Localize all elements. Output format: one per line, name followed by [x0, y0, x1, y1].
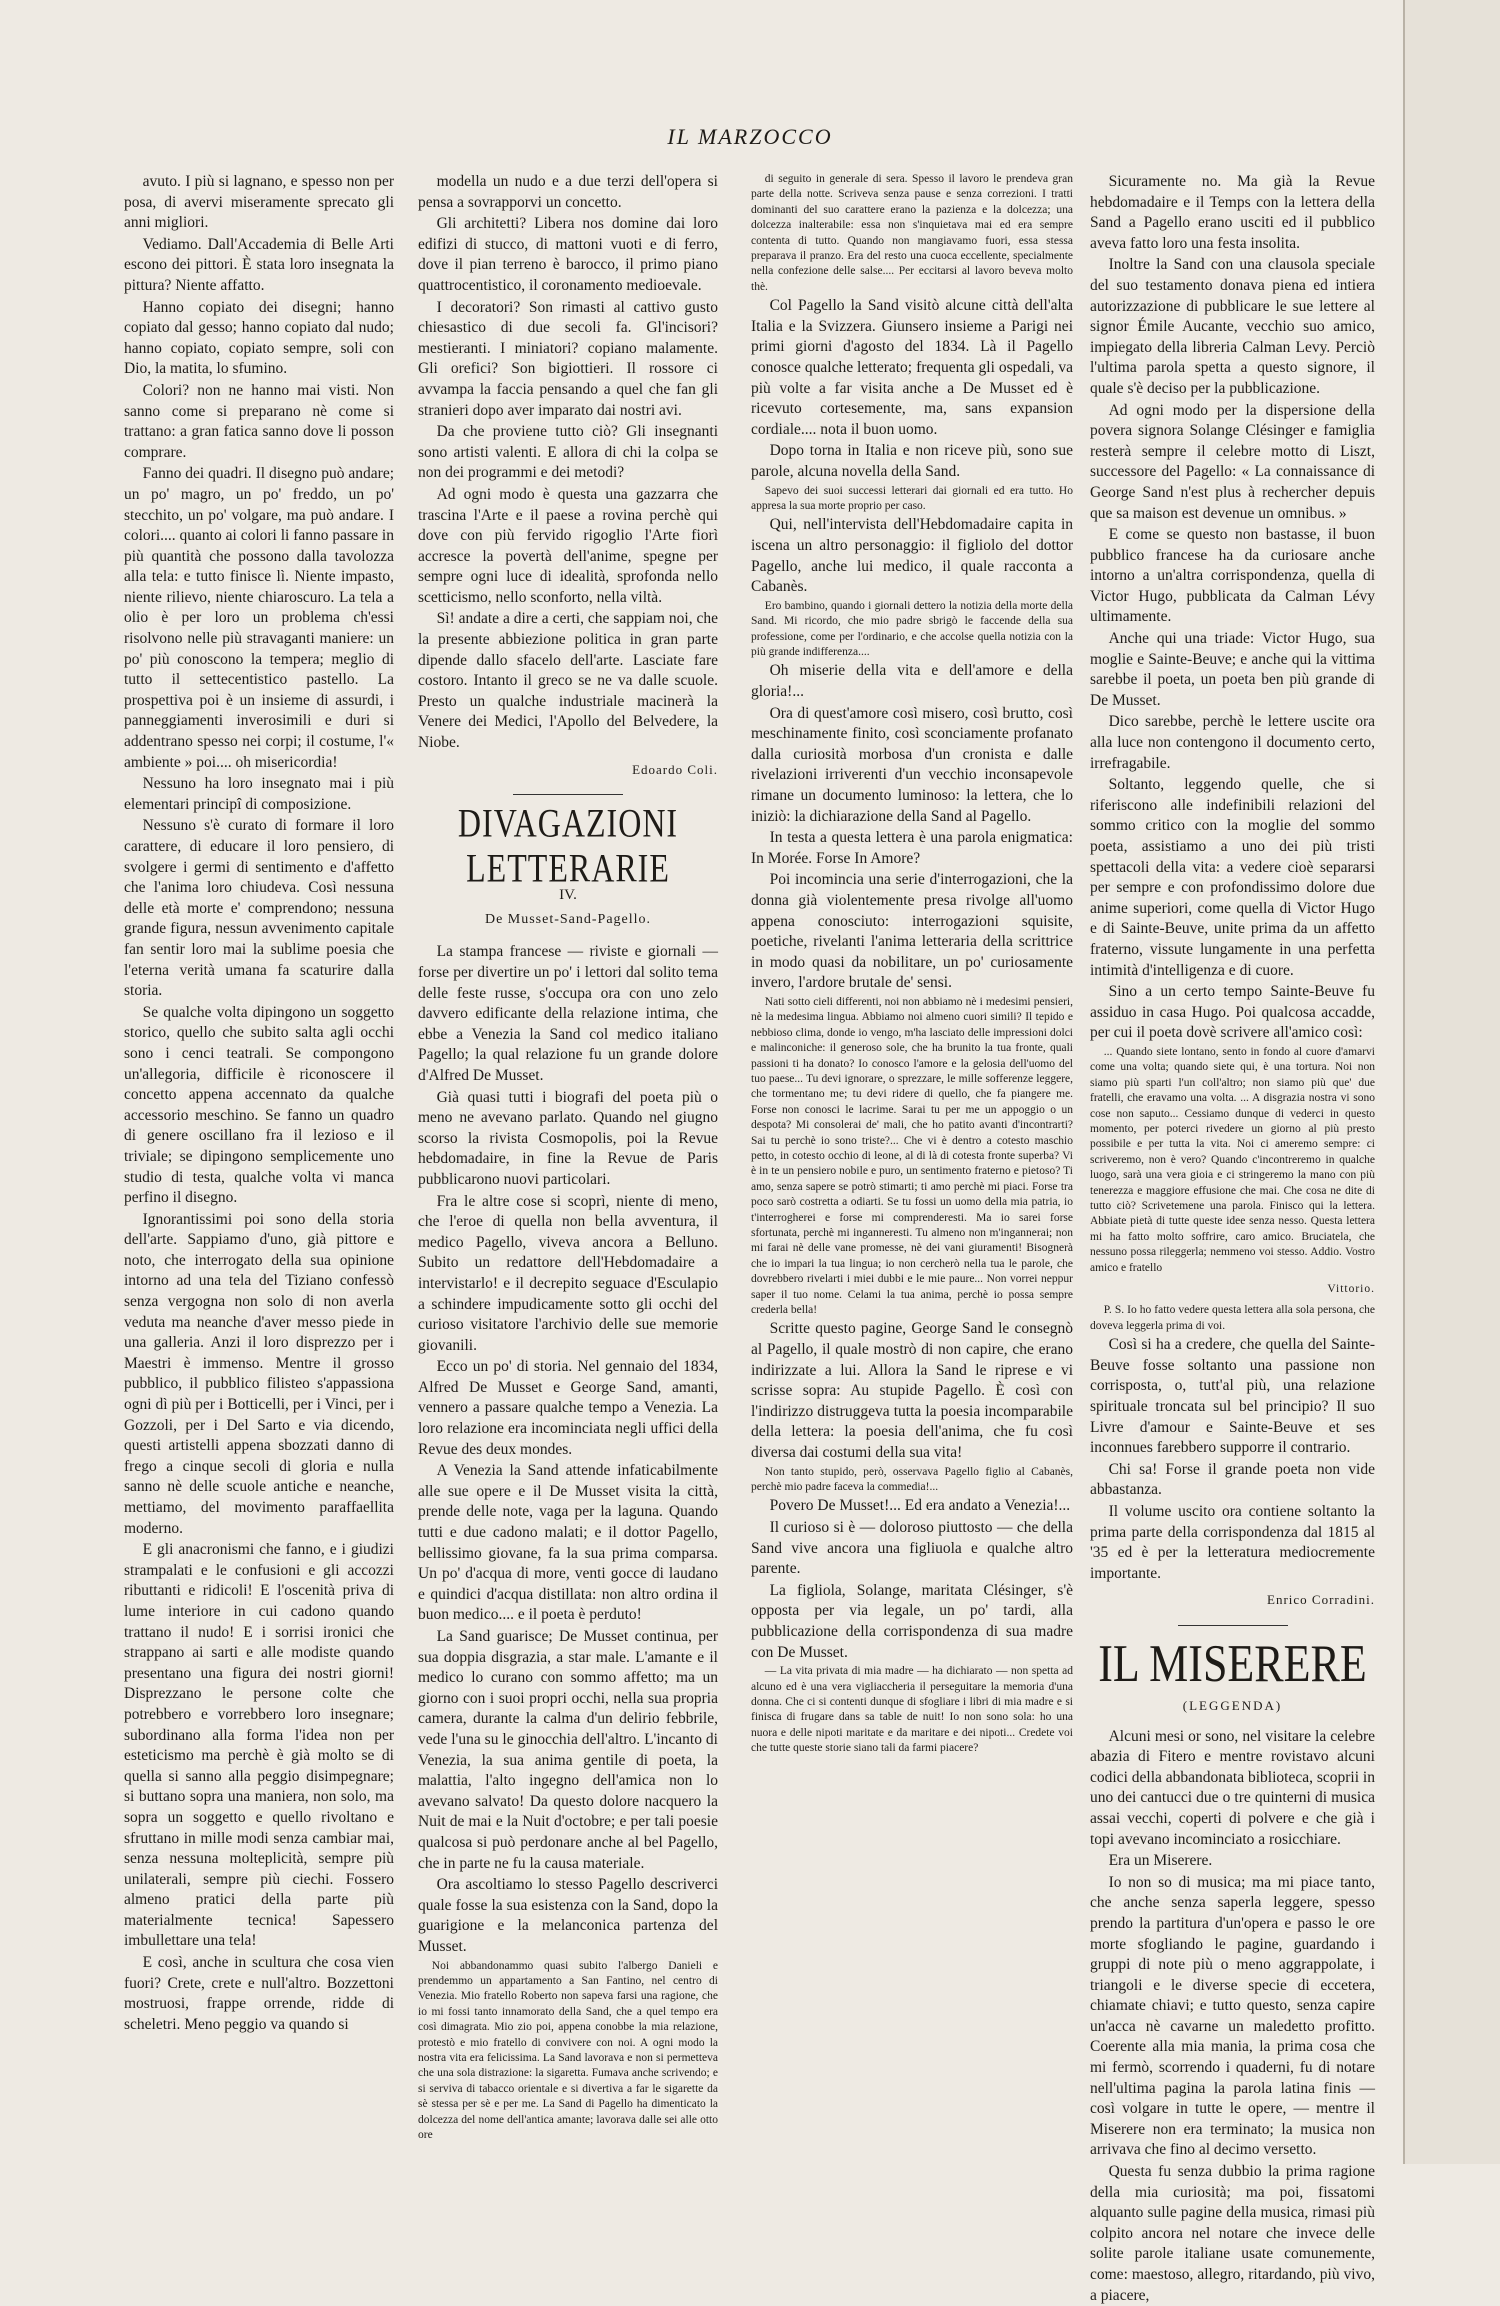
col4-small-letter: ... Quando siete lontano, sento in fondo al cuore d'amarvi come una volta; quando siete qui, è una tortura. Noi non siamo più sparti l'un coll'altro; non siamo più que' due fratelli, che eravamo una volta. ... A disgrazia nostra vi sono cose non saputo... Cessiamo dunque di vederci in questo momento, per poterci rivedere un giorno al più presto possibile e per tutta la vita. Noi ci ameremo sempre: ci scriveremo, non è vero? Quando c'incontreremo in qualche luogo, sarà una vera gioia e ci stringeremo la mano con più tenerezza e maggiore effusione che mai. Che cosa ne dite di tutto ciò? Scrivetemene una parola. Finisco qui la lettera. Abbiate pietà di tutte queste idee senza nesso. Questa lettera mi ha fatto molto soffrire, caro amico. Bruciatela, che nessuno possa rileggerla; nemmeno voi stesso. Addio. Vostro amico e fratello — [1090, 1045, 1375, 1274]
paragraph: Sino a un certo tempo Sainte-Beuve fu assiduo in casa Hugo. Poi qualcosa accadde, per cui il poeta dovè scrivere all'amico così: — [1090, 983, 1375, 1042]
paragraph: modella un nudo e a due terzi dell'opera si pensa a sovrapporvi un concetto. — [418, 173, 718, 211]
paragraph: Fanno dei quadri. Il disegno può andare; un po' magro, un po' freddo, un po' stecchito, un po' volgare, ma può andare. I colori.... quanto ai colori li fanno passare in più quantità che possono dalla tavolozza alla tela: e tutto finisce lì. Niente impasto, niente rilievo, niente chiaroscuro. La tela a olio è per loro un problema ch'essi risolvono nelle più stravaganti maniere: un po' più conoscono la tempera; meglio di tutto il settecentistico pastello. La prospettiva poi è un insieme di assurdi, i panneggiamenti inverosimili e duri si addentrano spesso nei corpi; il costume, l'« ambiente » poi.... oh misericordia! — [124, 465, 394, 771]
paragraph: Fra le altre cose si scoprì, niente di meno, che l'eroe di quella non bella avventura, il medico Pagello, viveva ancora a Belluno. Subito un redattore dell'Hebdomadaire a intervistarlo! e il decrepito seguace d'Esculapio a schindere impudicamente sotto gli occhi del curioso visitatore l'archivio delle sue memorie giovanili. — [418, 1192, 718, 1354]
col2-bottom-body — [418, 942, 718, 1957]
col4-signature: Enrico Corradini. — [1267, 1592, 1375, 1608]
paragraph: Col Pagello la Sand visitò alcune città dell'alta Italia e la Svizzera. Giunsero insieme a Parigi nei primi giorni d'agosto del 1834. Là il Pagello conosce qualche letterato; frequenta gli ospedali, va più volte a far visita anche a De Musset ed è ricevuto cortesemente, ma, sans expansion cordiale.... nota il buon uomo. — [751, 297, 1073, 438]
col2-signature: Edoardo Coli. — [632, 761, 718, 777]
paragraph: Sì! andate a dire a certi, che sappiam noi, che la presente abbiezione politica in gran parte dipende dallo sfacelo dell'arte. Lasciate fare costoro. Intanto il greco se ne va dalle scuole. Presto un qualche industriale macinerà la Venere dei Medici, l'Apollo del Belvedere, la Niobe. — [418, 610, 718, 752]
paragraph: Ecco un po' di storia. Nel gennaio del 1834, Alfred De Musset e George Sand, amanti, vennero a passare qualche tempo a Venezia. La loro relazione era incominciata negli uffici della Revue des deux mondes. — [418, 1358, 718, 1458]
paragraph: Hanno copiato dei disegni; hanno copiato dal gesso; hanno copiato dal nudo; hanno copiato, copiato sempre, soli con Dio, la matita, lo sfumino. — [124, 298, 394, 378]
paragraph: Qui, nell'intervista dell'Hebdomadaire capita in iscena un altro personaggio: il figliolo del dottor Pagello, anche lui medico, il quale racconta a Cabanès. — [751, 516, 1073, 596]
paragraph: Soltanto, leggendo quelle, che si riferiscono alle indefinibili relazioni del sommo critico con la moglie del sommo poeta, assistiamo a uno dei più tristi spettacoli della vita: a vedere cioè separarsi per sempre e con profondissimo dolore due anime superiori, come quella di Victor Hugo e di Sainte-Beuve, unite prima da un affetto fraterno, vissute lungamente in una perfetta intimità d'intelligenza e di cuore. — [1090, 776, 1375, 979]
col3-main-3 — [751, 661, 1073, 994]
paragraph: E così, anche in scultura che cosa vien fuori? Crete, crete e null'altro. Bozzettoni mostruosi, frappe orrende, ridde di scheletri. Meno peggio va quando si — [124, 1954, 394, 2033]
column-3 — [751, 172, 1073, 1992]
paragraph: Chi sa! Forse il grande poeta non vide abbastanza. — [1090, 1460, 1375, 1499]
col4-miserere-body — [1090, 1727, 1375, 2306]
col4-small-ps: P. S. Io ho fatto vedere questa lettera alla sola persona, che doveva leggerla prima di voi. — [1090, 1304, 1375, 1332]
paragraph: Il curioso si è — doloroso piuttosto — che della Sand vive ancora una figliuola e qualche altro parente. — [751, 1519, 1073, 1578]
paragraph: Poi incomincia una serie d'interrogazioni, che la donna già violentemente presa rivolge all'uomo appena conosciuto: interrogazioni squisite, poetiche, rivelanti l'anima letteraria della scrittrice in modo quasi da nobilitare, un po' curiosamente invero, l'ardore brutale de' sensi. — [751, 871, 1073, 992]
column-1 — [124, 172, 394, 2033]
paragraph: Dico sarebbe, perchè le lettere uscite ora alla luce non contengono il documento certo, irrefragabile. — [1090, 713, 1375, 772]
col3-main-2 — [751, 515, 1073, 597]
col3-main-1 — [751, 296, 1073, 482]
paragraph: Gli architetti? Libera nos domine dai loro edifizi di stucco, di mattoni vuoti e di ferro, dove il pian terreno è barocco, il primo piano quattrocentistico, il coronamento medioevale. — [418, 215, 718, 294]
paragraph: Così si ha a credere, che quella del Sainte-Beuve fosse soltanto una passione non corrisposta, o, tutt'al più, una relazione spirituale troncata sul bel principio? Il suo Livre d'amour e Sainte-Beuve et ses inconnues farebbero supporre il contrario. — [1090, 1336, 1375, 1457]
column-2 — [418, 172, 718, 2141]
col3-small-2: Sapevo dei suoi successi letterari dai giornali ed era tutto. Ho appresa la sua morte proprio per caso. — [751, 484, 1073, 512]
paragraph: E come se questo non bastasse, il buon pubblico francese ha da curiosare anche intorno a un'altra corrispondenza, quella di Victor Hugo, pubblicata da Calman Lévy ultimamente. — [1090, 526, 1375, 626]
column-4 — [1090, 172, 1375, 2304]
paragraph: Già quasi tutti i biografi del poeta più o meno ne avevano parlato. Quando nel giugno scorso la rivista Cosmopolis, poi la Revue hebdomadaire, in fine la Revue de Paris pubblicarono nuovi particolari. — [418, 1088, 718, 1188]
paragraph: Nessuno s'è curato di formare il loro carattere, di educare il loro pensiero, di svolgere i germi di sentimento e d'affetto che l'anima loro chiudeva. Così nessuna delle età morte e' comprendono; nessuna grande figura, nessun avvenimento capitale fan sentir loro mai la sublime poesia che l'eterna verità umana fa scaturire dalla storia. — [124, 817, 394, 1000]
paragraph: Povero De Musset!... Ed era andato a Venezia!... — [769, 1497, 1071, 1515]
paragraph: Inoltre la Sand con una clausola speciale del suo testamento donava piena ed intiera autorizzazione di pubblicare le sue lettere al signor Émile Aucante, vecchio suo amico, impiegato della libreria Calman Levy. Perciò l'ultima parola spetta a questo signore, il quale s'è deciso per la pubblicazione. — [1090, 256, 1375, 397]
paragraph: Colori? non ne hanno mai visti. Non sanno come si preparano nè come si trattano: a gran fatica sanno dove li posson comprare. — [124, 381, 394, 461]
paragraph: Scritte questo pagine, George Sand le consegnò al Pagello, il quale mostrò di non capire, che erano indirizzate a lui. Allora la Sand le riprese e vi scrisse sopra: Au stupide Pagello. È così con l'indirizzo distruggeva tutta la poesia incomparabile della lettera: la poesia dell'anima, che fu così diversa dai costumi della sua vita! — [751, 1320, 1073, 1461]
paragraph: Oh miserie della vita e dell'amore e della gloria!... — [751, 662, 1073, 700]
paragraph: Sicuramente no. Ma già la Revue hebdomadaire e il Temps con la lettera della Sand a Pagello erano usciti ed il pubblico aveva fatto loro una festa insolita. — [1090, 173, 1375, 252]
divider-rule — [513, 794, 623, 795]
col3-small-6: — La vita privata di mia madre — ha dichiarato — non spetta ad alcuno ed è una vera vigliaccheria il perseguitare la memoria d'una donna. Che ci si contenti dunque di sfogliare i libri di mia madre e si finisca di frugare dans sa table de nuit! Io non sono sola: ho una nuora e delle nipoti maritate e da maritare e dei nipoti... Credete voi che tutte queste storie siano tali da farmi piacere? — [751, 1665, 1073, 1755]
paragraph: Nessuno ha loro insegnato mai i più elementari principî di composizione. — [124, 775, 394, 813]
paragraph: Ad ogni modo è questa una gazzarra che trascina l'Arte e il paese a rovina perchè qui dove con più fervido rigoglio l'Arte fiorì accresce la povertà dell'anime, spegne per sempre ogni luce di idealità, sprofonda nello scetticismo, nello sconforto, nella viltà. — [418, 485, 718, 606]
paragraph: Ad ogni modo per la dispersione della povera signora Solange Clésinger e famiglia resterà sempre il celebre motto di Liszt, successore del Pagello: « La connaissance di George Sand n'est plus à rechercher depuis que sa maison est devenue un omnibus. » — [1090, 401, 1375, 522]
col4-main-1 — [1090, 172, 1375, 1044]
paragraph: La figliola, Solange, maritata Clésinger, s'è opposta per via legale, un po' tardi, alla pubblicazione della corrispondenza di sua madre con De Musset. — [751, 1581, 1073, 1661]
col3-small-5: Non tanto stupido, però, osservava Pagello figlio al Cabanès, perchè mio padre faceva la commedia!... — [751, 1465, 1073, 1493]
col2-top-body — [418, 172, 718, 754]
paragraph: E gli anacronismi che fanno, e i giudizi strampalati e le confusioni e gli accozzi ributtanti e ridicoli! E l'oscenità priva di lume interiore in cui cadono quando trattano il nudo! E i sorrisi ironici che strappano ai sarti e alle modiste quando presentano una figura dei nostri giorni! Disprezzano le persone colte che potrebbero e vorrebbero loro insegnare; subordinano alla forma l'idea non per esteticismo ma perchè è già molto se di quella si sanno alla peggio disimpegnare; si buttano sopra una maniera, non solo, ma sopra un soggetto e quello rivoltano e sfruttano in mille modi senza cambiar mai, senza nessuna molteplicità, sempre più unilaterali, sempre più ciechi. Fossero almeno pratici della parte più materialmente tecnica! Sapessero imbullettare una tela! — [124, 1541, 394, 1950]
paragraph: Anche qui una triade: Victor Hugo, sua moglie e Sainte-Beuve; e anche qui la vittima sarebbe il poeta, un poeta ben più grande di De Musset. — [1090, 630, 1375, 709]
paragraph: Il volume uscito ora contiene soltanto la prima parte della corrispondenza dal 1815 al '35 ed è per la letteratura mediocremente importante. — [1090, 1503, 1375, 1582]
paragraph: Dopo torna in Italia e non riceve più, sono sue parole, alcuna novella della Sand. — [751, 442, 1073, 480]
miserere-subtitle: (LEGGENDA) — [1182, 1697, 1283, 1713]
paragraph: avuto. I più si lagnano, e spesso non per posa, di avervi miseramente sprecato gli anni migliori. — [124, 173, 394, 232]
paragraph: Se qualche volta dipingono un soggetto storico, quello che subito salta agli occhi sono i cenci teatrali. Se compongono un'allegoria, difficile è riconoscere il concetto appena accennato da qualche accessorio meschino. Se fanno un quadro di genere oscillano fra il lezioso e il triviale; se dipingono semplicemente uno studio di testa, qualche volta vi manca perfino il disegno. — [124, 1003, 394, 1207]
col3-small-4: Nati sotto cieli differenti, noi non abbiamo nè i medesimi pensieri, nè la medesima lingua. Abbiamo noi almeno cuori simili? Il tepido e nebbioso clima, donde io vengo, m'ha lasciato delle impressioni dolci e malinconiche: il generoso sole, che ha brunito la tua fronte, quali passioni ti ha donato? Io conosco l'amore e la gelosia dell'uomo del tuo paese... Tu devi ignorare, o sprezzare, le mille sofferenze leggere, che tormentano me; tu devi ridere di quello, che fa piangere me. Forse non conosci le lacrime. Sarai tu per me un appoggio o un despota? Mi consolerai de' mali, che ho patito avanti d'incontrarti? Sai tu perchè io sono triste?... Che vi è dentro a cotesto maschio petto, in cotesto occhio di leone, al di là di cotesta fronte superba? Vi è in te un pensiero nobile e puro, un sentimento fraterno e pietoso? Ti amo, senza sapere se potrò stimarti; ti amo perchè mi piaci. Forse tra poco sarò costretta a odiarti. Se tu fossi un uomo della mia patria, io t'interrogherei e forse mi comprenderesti. Ma io sarei forse sfortunata, perchè mi inganneresti. Tu almeno non m'ingannerai; non mi farai nè delle vane promesse, nè dei vani giuramenti! Bisognerà che io impari la tua lingua; io non cercherò nella tua le parole, che dovrebbero rivelarti i miei dubbi e le mie paure... Non vorrei neppur saper il tuo nome. Celami la tua anima, perchè io possa sempre crederla bella! — [751, 995, 1073, 1317]
col1-body — [124, 172, 394, 2035]
col3-main-4 — [751, 1319, 1073, 1463]
divagazioni-numeral: IV. — [559, 887, 577, 904]
paragraph: Io non so di musica; ma mi piace tanto, che anche senza saperla leggere, spesso prendo la partitura d'un'opera e passo le ore morte sfogliando le pagine, guardando i gruppi di note più o meno aggrappolate, i triangoli e le diverse specie di eccetera, chiamate chiavi; e tutto questo, senza capire un'acca nè cavarne un maledetto profitto. Coerente alla mia mania, la prima cosa che mi fermò, scorrendo i quaderni, fu di notare nell'ultima pagina la parola latina finis — così volgare in tutte le opere, — mentre il Miserere non era terminato; la musica non arrivava che fino al decimo versetto. — [1090, 1873, 1375, 2159]
col2-small-quote: Noi abbandonammo quasi subito l'albergo Danieli e prendemmo un appartamento a San Fantino, nel centro di Venezia. Mio fratello Roberto non sapeva farsi una ragione, che io mi fossi tanto innamorato della Sand, che a quel tempo era così dimagrata. Mio zio poi, appena conobbe la mia relazione, protestò e mio fratello di convivere con noi. A ogni modo la nostra vita era felicissima. La Sand lavorava e non si permetteva che una sola distrazione: la sigaretta. Fumava anche scrivendo; e si serviva di tabacco orientale e si divertiva a far le sigarette da sè stessa per sè e per me. La Sand di Pagello ha dimenticato la dolcezza del nome dell'antica amante; lavorava dalle sei alle otto ore — [418, 1959, 718, 2141]
col4-letter-signature: Vittorio. — [1327, 1283, 1375, 1296]
paragraph: La stampa francese — riviste e giornali — forse per divertire un po' i lettori dal solito tema delle feste russe, s'occupa ora con uno zelo davvero edificante della relazione intima, che ebbe a Venezia la Sand col medico italiano Pagello; la qual relazione fu un grande dolore d'Alfred De Musset. — [418, 943, 718, 1084]
paragraph: Era un Miserere. — [1108, 1852, 1213, 1870]
paragraph: Alcuni mesi or sono, nel visitare la celebre abazia di Fitero e mentre rovistavo alcuni codici della abbandonata biblioteca, scoprii in uno dei cantucci due o tre quinterni di musica assai vecchi, coperti di polvere e che già i topi avevano incominciato a rosicchiare. — [1090, 1727, 1375, 1848]
paragraph: Vediamo. Dall'Accademia di Belle Arti escono dei pittori. È stata loro insegnata la pittura? Niente affatto. — [124, 235, 394, 294]
col3-main-5 — [751, 1496, 1073, 1663]
paragraph: I decoratori? Son rimasti al cattivo gusto chiesastico di due secoli fa. Gl'incisori? mestieranti. I miniatori? copiano malamente. Gli orefici? Son bigiottieri. Il rossore ci avvampa la faccia pensando a quel che fan gli stranieri dopo aver imparato dai nostri avi. — [418, 298, 718, 419]
paragraph: Ora ascoltiamo lo stesso Pagello descriverci quale fosse la sua esistenza con la Sand, dopo la guarigione e la melanconica partenza del Musset. — [418, 1876, 718, 1955]
paragraph: Da che proviene tutto ciò? Gli insegnanti sono artisti valenti. E allora di chi la colpa se non dei programmi e dei metodi? — [418, 423, 718, 482]
col4-main-2 — [1090, 1335, 1375, 1584]
paragraph: Questa fu senza dubbio la prima ragione della mia curiosità; ma poi, fissatomi alquanto sulle pagine della musica, rimasi più colpito ancora nel notare che invece delle solite parole italiane usate comunemente, come: maestoso, allegro, ritardando, più vivo, a piacere, — [1090, 2163, 1375, 2304]
divider-rule-2 — [1178, 1625, 1288, 1626]
paragraph: Ora di quest'amore così misero, così brutto, così meschinamente finito, così sconciamente profanato dalla curiosità morbosa d'un cronista e dalle rivelazioni irriverenti d'un vecchio inconsapevole rimane un documento luminoso: la lettera, che lo iniziò: la dichiarazione della Sand al Pagello. — [751, 704, 1073, 825]
divagazioni-subtitle: De Musset-Sand-Pagello. — [484, 911, 652, 927]
paragraph: A Venezia la Sand attende infaticabilmente alle sue opere e il De Musset visita la città, prende delle note, vaga per la laguna. Quando tutti e due cadono malati; e il dottor Pagello, bellissimo giovane, fa la sua prima comparsa. Un po' d'acqua di more, venti gocce di laudano e quindici d'acqua distillata: non altro ordina il buon medico.... e il poeta è perduto! — [418, 1462, 718, 1624]
col3-small-1: di seguito in generale di sera. Spesso il lavoro le prendeva gran parte della notte. Scriveva senza pause e senza correzioni. I tratti dominanti del suo carattere erano la pazienza e la dolcezza; una dolcezza inalterabile: essa non s'inquietava mai ed era sempre contenta di tutto. Quando non mangiavamo fuori, essa stessa preparava il pranzo. Era del resto una cuoca eccellente, specialmente nella confezione delle salse.... Per eccitarsi al lavoro beveva molto thè. — [751, 173, 1073, 293]
blank-margin-strip — [1403, 0, 1500, 2164]
divagazioni-title: DIVAGAZIONI LETTERARIE — [457, 800, 679, 891]
col3-small-3: Ero bambino, quando i giornali dettero la notizia della morte della Sand. Mi ricordo, che mio padre sbrigò le faccende della sua professione, come per l'ordinario, e che accolse quella notizia con la più grande indifferenza.... — [751, 599, 1073, 658]
masthead: IL MARZOCCO — [667, 124, 833, 149]
miserere-title: IL MISERERE — [1098, 1633, 1367, 1693]
paragraph: In testa a questa lettera è una parola enigmatica: In Morée. Forse In Amore? — [751, 829, 1073, 867]
paragraph: La Sand guarisce; De Musset continua, per sua doppia disgrazia, a star male. L'amante e il medico lo curano con sommo affetto; ma un giorno con i suoi propri occhi, nella sua propria camera, durante la calma d'un delirio febbrile, vede l'una su le ginocchia dell'altro. L'incanto di Venezia, la sua anima gentile di poeta, la malattia, l'alto ingegno dell'amica non lo avevano salvato! Da questo dolore nacquero la Nuit de mai e la Nuit d'octobre; e per tali poesie qualcosa si può perdonare anche al bel Pagello, che in parte ne fu la causa materiale. — [418, 1628, 718, 1872]
paragraph: Ignorantissimi poi sono della storia dell'arte. Sappiamo d'uno, già pittore e noto, che interrogato della sua opinione intorno ad una tela del Tiziano confessò senza vergogna non solo di non averla veduta ma neanche d'aver messo piede in una galleria. Anzi il loro disprezzo per i Maestri è immenso. Mentre il grosso pubblico, il pubblico filisteo s'appassiona ogni dì più per i Botticelli, per i Vinci, per i Gozzoli, per i Del Sarto e via dicendo, questi artistelli appena sbozzati danno di frego a cinque secoli di gloria e nulla sanno nè delle scuole antiche e neanche, mettiamo, del movimento paraffaellita moderno. — [124, 1210, 394, 1537]
